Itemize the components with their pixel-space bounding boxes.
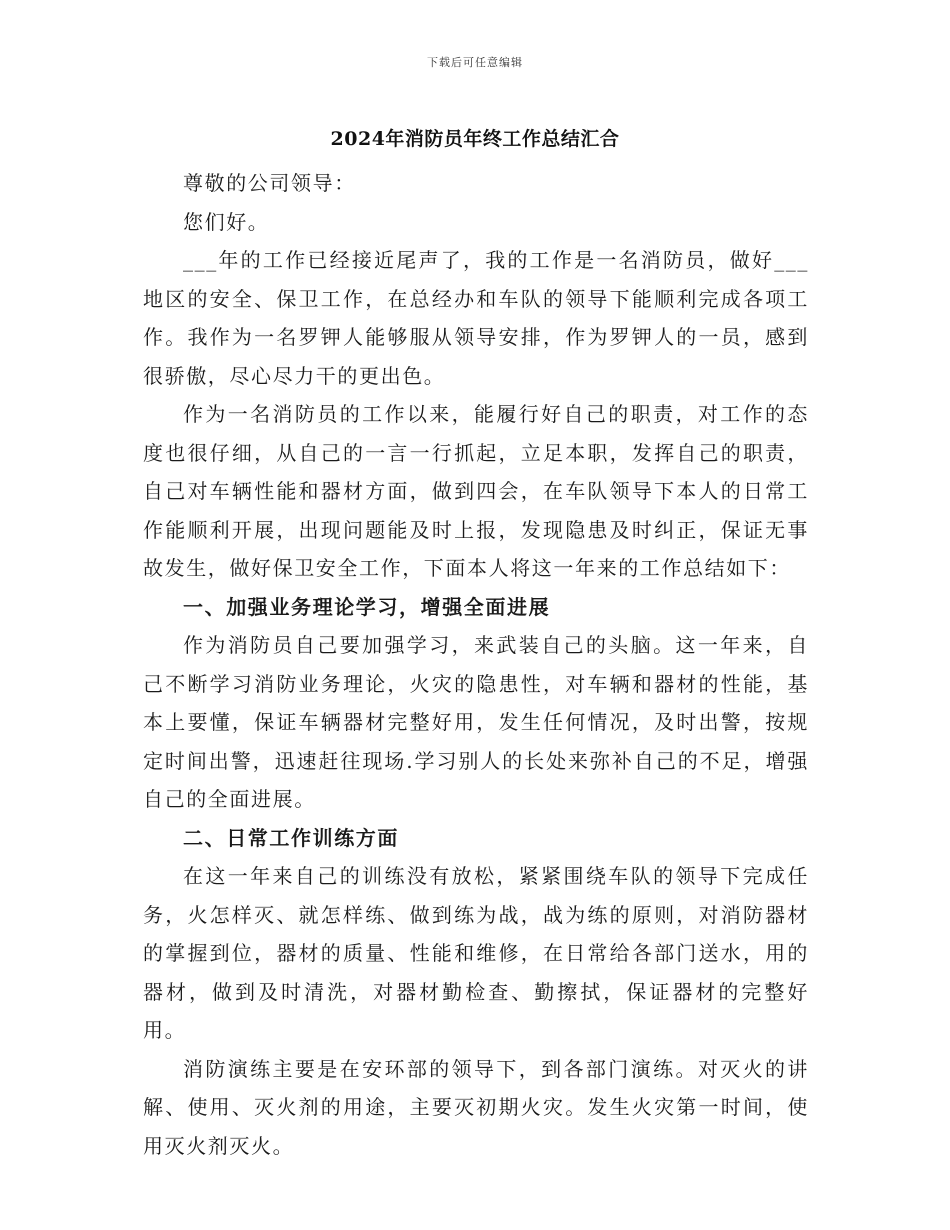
body-paragraph: 作为消防员自己要加强学习，来武装自己的头脑。这一年来，自己不断学习消防业务理论，火灾的隐患性，对车辆和器材的性能，基本上要懂，保证车辆器材完整好用，发生任何情况，及时出警，按规定时间出警，迅速赶往现场.学习别人的长处来弥补自己的不足，增强自己的全面进展。 [143,633,809,811]
document-title: 2024年消防员年终工作总结汇合 [330,128,620,150]
salutation: 尊敬的公司领导： [183,171,356,195]
document-body [143,164,809,1165]
section-heading: 二、日常工作训练方面 [183,825,399,850]
greeting: 您们好。 [183,209,270,234]
body-paragraph: ___年的工作已经接近尾声了，我的工作是一名消防员，做好___地区的安全、保卫工作，在总经办和车队的领导下能顺利完成各项工作。我作为一名罗钾人能够服从领导安排，作为罗钾人的一员，感到很骄傲，尽心尽力干的更出色。 [143,248,809,388]
body-paragraph: 在这一年来自己的训练没有放松，紧紧围绕车队的领导下完成任务，火怎样灭、就怎样练、做到练为战，战为练的原则，对消防器材的掌握到位，器材的质量、性能和维修，在日常给各部门送水，用的器材，做到及时清洗，对器材勤检查、勤擦拭，保证器材的完整好用。 [143,864,809,1042]
body-paragraph: 作为一名消防员的工作以来，能履行好自己的职责，对工作的态度也很仔细，从自己的一言一行抓起，立足本职，发挥自己的职责，自己对车辆性能和器材方面，做到四会，在车队领导下本人的日常工作能顺利开展，出现问题能及时上报，发现隐患及时纠正，保证无事故发生，做好保卫安全工作，下面本人将这一年来的工作总结如下： [143,402,809,580]
header-note: 下载后可任意编辑 [427,56,523,69]
section-heading: 一、加强业务理论学习，增强全面进展 [183,594,551,619]
body-paragraph: 消防演练主要是在安环部的领导下，到各部门演练。对灭火的讲解、使用、灭火剂的用途，主要灭初期火灾。发生火灾第一时间，使用灭火剂灭火。 [143,1056,809,1158]
